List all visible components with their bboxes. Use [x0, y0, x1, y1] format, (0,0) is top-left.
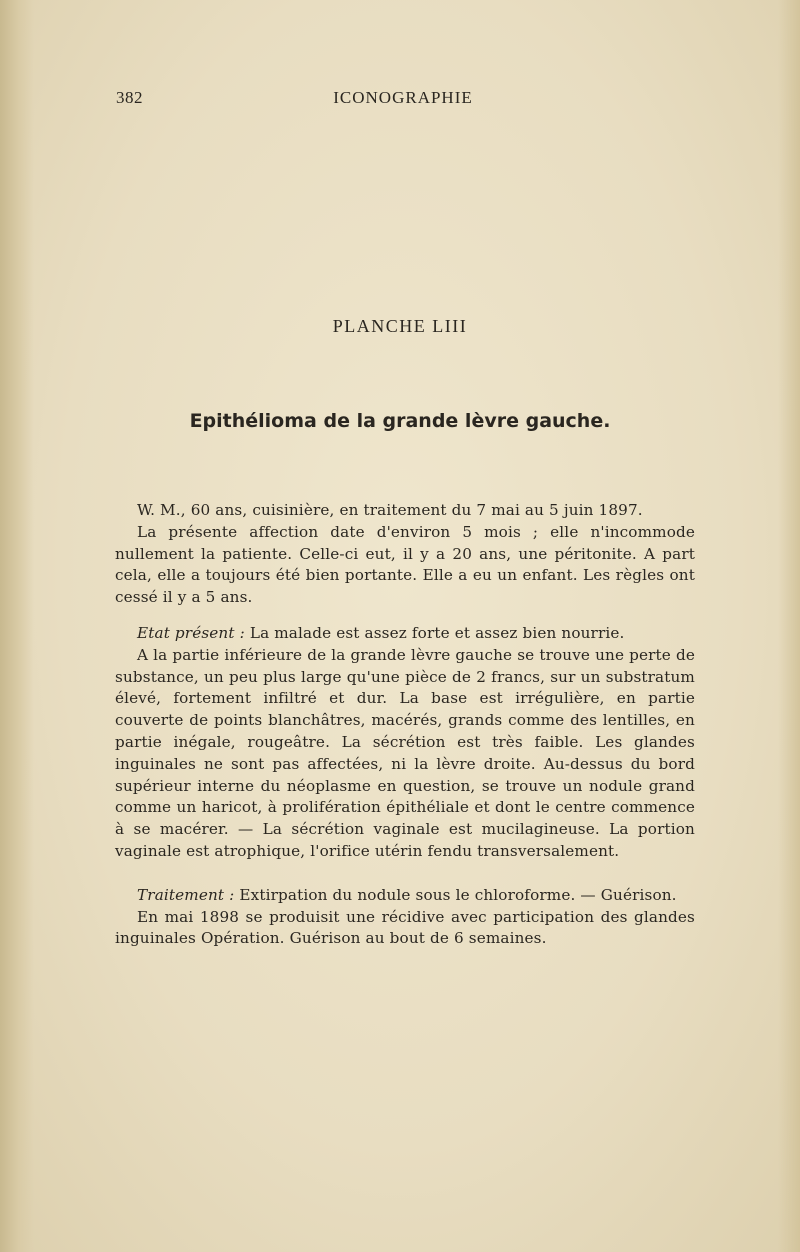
current-state-paragraph — [115, 623, 695, 645]
patient-summary-paragraph: W. M., 60 ans, cuisinière, en traitement du 7 mai au 5 juin 1897. — [137, 501, 643, 519]
treatment-text: Extirpation du nodule sous le chloroforme. — Guérison. — [234, 885, 677, 904]
examination-paragraph: A la partie inférieure de la grande lèvre gauche se trouve une perte de substance, un peu plus large qu'une pièce de 2 francs, sur un substratum élevé, fortement infiltré et dur. La base est irrégulière, en partie couverte de points blanchâtres, macérés, grands comme des lentilles, en partie inégale, rougeâtre. La sécrétion est très faible. Les glandes inguinales ne sont pas affectées, ni la lèvre droite. Au-dessus du bord supérieur interne du néoplasme en question, se trouve un nodule grand comme un haricot, à prolifération épithéliale et dont le centre commence à se macérer. — La sécrétion vaginale est mucilagineuse. La portion vaginale est atrophique, l'orifice utérin fendu transversalement. — [115, 645, 695, 860]
treatment-lead: Traitement : — [137, 885, 235, 904]
plate-title: PLANCHE LIII — [332, 316, 468, 336]
article-title: Epithélioma de la grande lèvre gauche. — [189, 410, 611, 432]
treatment-paragraph — [115, 885, 695, 907]
recurrence-paragraph: En mai 1898 se produisit une récidive avec participation des glandes inguinales Opération. Guérison au bout de 6 semaines. — [115, 907, 695, 948]
current-state-lead: Etat présent : — [137, 623, 245, 642]
current-state-text: La malade est assez forte et assez bien nourrie. — [244, 623, 625, 642]
running-title: ICONOGRAPHIE — [333, 88, 473, 107]
page-header — [116, 88, 690, 114]
history-paragraph: La présente affection date d'environ 5 mois ; elle n'incommode nullement la patiente. Celle-ci eut, il y a 20 ans, une péritonite. A part cela, elle a toujours été bien portante. Elle a eu un enfant. Les règles ont cessé il y a 5 ans. — [115, 522, 695, 607]
article-body — [115, 500, 695, 950]
page-edge-left — [0, 0, 34, 1252]
page-number: 382 — [116, 88, 143, 107]
page-edge-right — [778, 0, 800, 1252]
